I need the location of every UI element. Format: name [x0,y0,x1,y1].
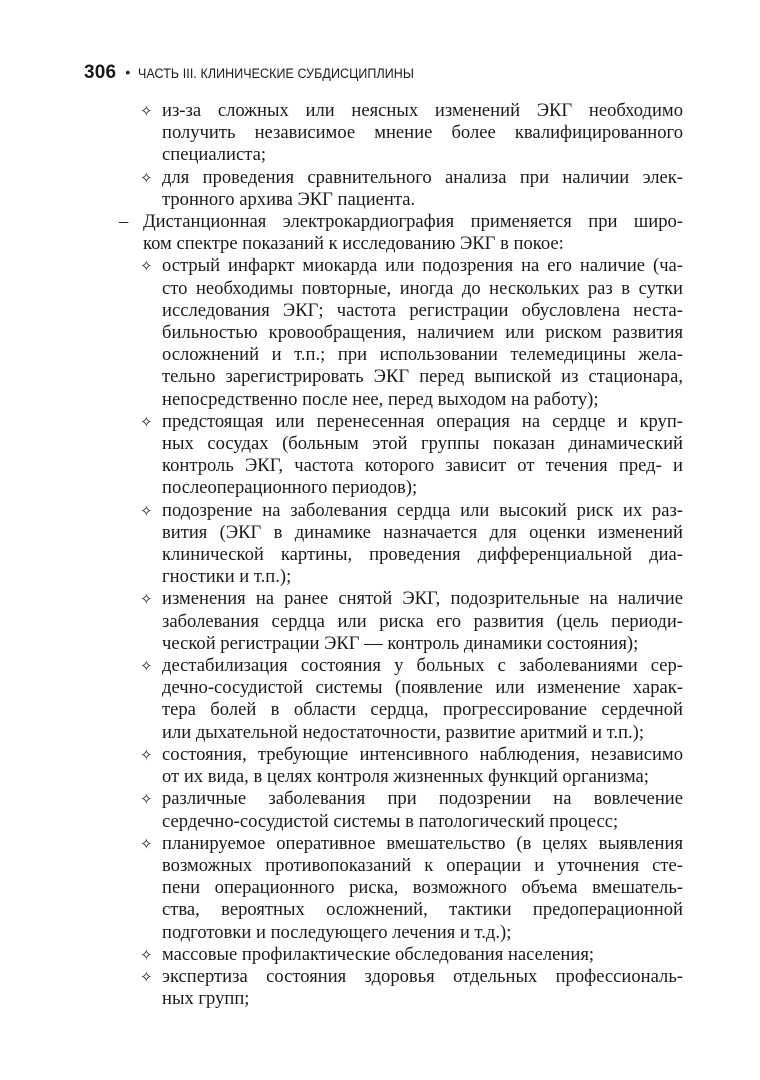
bullet-list-item [140,588,683,655]
bullet-list-item [140,100,683,167]
text-line: гностики и т.п.); [162,566,292,588]
text-line: острый инфаркт миокарда или подозрения на его наличие (ча- [162,255,683,277]
bullet-list-item [140,965,683,1010]
diamond-bullet-icon: ✧ [140,501,153,520]
text-line: предстоящая или перенесенная операция на сердце и круп- [162,410,683,432]
text-line: от их вида, в целях контроля жизненных функций организма; [162,766,649,788]
bullet-list-item [140,743,683,788]
diamond-bullet-icon: ✧ [140,590,153,609]
text-line: бильностью кровообращения, наличием или риском развития [162,322,683,344]
text-line: исследования ЭКГ; частота регистрации обусловлена неста- [162,299,683,321]
text-line: тельно зарегистрировать ЭКГ перед выпиской из стационара, [162,366,683,388]
dash-marker: – [119,211,129,233]
text-line: дестабилизация состояния у больных с заболеваниями сер- [162,655,683,677]
bullet-list-item [140,788,683,832]
text-line: ческой регистрации ЭКГ — контроль динамики состояния); [162,632,639,654]
text-line: дечно-сосудистой системы (появление или изменение харак- [162,677,683,699]
header-bullet: • [125,64,131,80]
diamond-bullet-icon: ✧ [140,257,153,276]
text-line: получить независимое мнение более квалифицированного [162,122,683,144]
text-line: клинической картины, проведения дифференциальной диа- [162,544,683,566]
dash-list-item [119,211,683,255]
body-text [0,100,760,1010]
diamond-bullet-icon: ✧ [140,745,153,764]
diamond-bullet-icon: ✧ [140,168,153,187]
text-line: подготовки и последующего лечения и т.д.); [162,921,512,943]
text-line: тронного архива ЭКГ пациента. [162,188,416,210]
text-line: послеоперационного периодов); [162,477,418,499]
diamond-bullet-icon: ✧ [140,945,153,964]
bullet-list-item [140,499,683,589]
text-line: ства, вероятных осложнений, тактики предоперационной [162,899,683,921]
text-line: специалиста; [162,144,267,166]
diamond-bullet-icon: ✧ [140,790,153,809]
text-line: для проведения сравнительного анализа при наличии элек- [162,166,683,188]
text-line: из-за сложных или неясных изменений ЭКГ необходимо [162,100,683,121]
text-line: ных сосудах (больным этой группы показан динамический [162,433,683,455]
diamond-bullet-icon: ✧ [140,102,153,120]
bullet-list-item [140,410,683,500]
text-line: вития (ЭКГ в динамике назначается для оценки изменений [162,521,683,543]
page-number: 306 [84,62,117,83]
text-line: ных групп; [162,988,250,1010]
running-head [84,62,435,84]
text-line: тера болей в области сердца, прогрессирование сердечной [162,699,683,721]
text-line: массовые профилактические обследования населения; [162,943,595,965]
diamond-bullet-icon: ✧ [140,834,153,853]
diamond-bullet-icon: ✧ [140,412,153,431]
bullet-list-item [140,832,683,944]
text-line: подозрение на заболевания сердца или высокий риск их раз- [162,499,683,521]
bullet-list-item [140,255,683,410]
text-line: сердечно-сосудистой системы в патологический процесс; [162,810,619,832]
text-line: непосредственно после нее, перед выходом на работу); [162,388,599,410]
text-line: осложнений и т.п.; при использовании телемедицины жела- [162,344,683,366]
text-line: ком спектре показаний к исследованию ЭКГ в покое: [143,233,564,255]
text-line: заболевания сердца или риска его развития (цель периоди- [162,610,683,632]
section-title: ЧАСТЬ III. КЛИНИЧЕСКИЕ СУБДИСЦИПЛИНЫ [138,66,415,81]
text-line: возможных противопоказаний к операции и уточнения сте- [162,854,683,876]
bullet-list-item [140,943,683,966]
text-line: экспертиза состояния здоровья отдельных профессиональ- [162,965,683,987]
diamond-bullet-icon: ✧ [140,967,153,986]
text-line: различные заболевания при подозрении на вовлечение [162,788,683,810]
text-line: Дистанционная электрокардиография применяется при широ- [143,211,683,233]
text-line: планируемое оперативное вмешательство (в целях выявления [162,832,683,854]
text-line: изменения на ранее снятой ЭКГ, подозрительные на наличие [162,588,683,610]
text-line: контроль ЭКГ, частота которого зависит от течения пред- и [162,455,683,477]
bullet-list-item [140,655,683,744]
bullet-list-item [140,166,683,211]
text-line: или дыхательной недостаточности, развитие аритмий и т.п.); [162,721,645,743]
text-line: сто необходимы повторные, иногда до нескольких раз в сутки [162,277,683,299]
diamond-bullet-icon: ✧ [140,657,153,676]
text-line: пени операционного риска, возможного объема вмешатель- [162,877,683,899]
text-line: состояния, требующие интенсивного наблюдения, независимо [162,743,683,765]
